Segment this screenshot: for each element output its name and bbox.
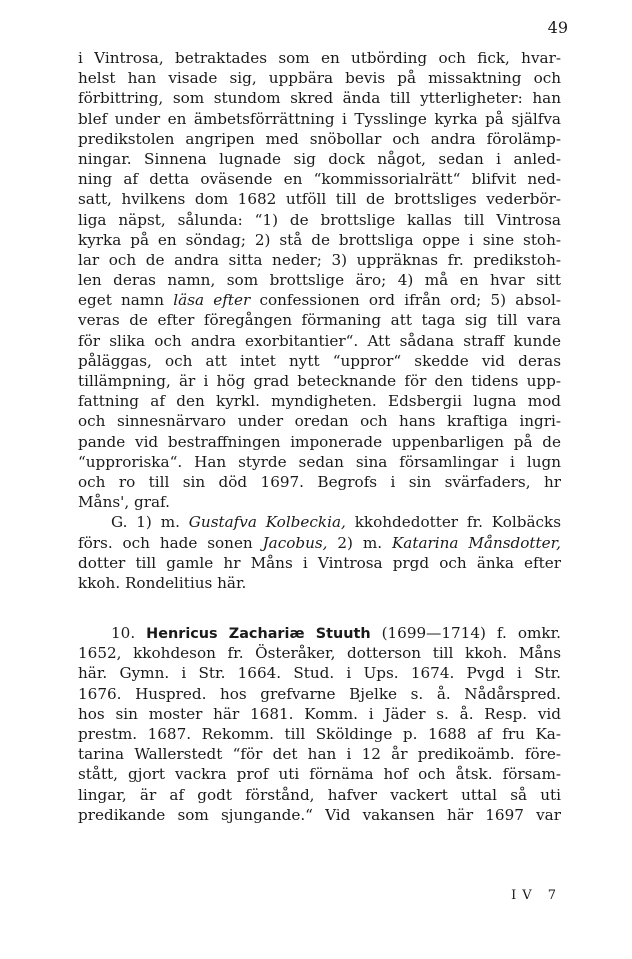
entry-name: Henricus Zachariæ Stuuth	[146, 626, 371, 643]
text-line: 1652, kkohdeson fr. Österåker, dotterson till kkoh. Måns	[78, 644, 561, 663]
marriage-line	[78, 512, 561, 532]
text-line: prestm. 1687. Rekomm. till Sköldinge p. 1688 af fru Ka-	[78, 725, 561, 743]
son-name: Jacobus,	[262, 533, 328, 552]
page-number: 49	[547, 18, 568, 37]
text-line: lar och de andra sitta neder; 3) uppräknas fr. predikstoh-	[78, 250, 561, 269]
marriage-line	[78, 533, 561, 553]
text-line: här. Gymn. i Str. 1664. Stud. i Ups. 1674. Pvgd i Str.	[78, 664, 561, 683]
entry-heading-line	[78, 623, 561, 643]
text-line: och ro till sin död 1697. Begrofs i sin svärfaders, hr	[78, 472, 561, 491]
body-text	[78, 48, 561, 825]
text-segment: förs. och hade sonen	[78, 533, 263, 552]
italic-phrase: läsa efter	[173, 291, 251, 310]
text-line: predikande som sjungande.“ Vid vakansen här 1697 var	[78, 805, 561, 824]
text-line: tarina Wallerstedt “för det han i 12 år predikoämb. före-	[78, 745, 561, 764]
text-line: pande vid bestraffningen imponerade uppenbarligen på de	[78, 432, 561, 451]
entry-number: 10.	[111, 624, 147, 643]
marriage-line: kkoh. Rondelitius här.	[78, 573, 247, 592]
spouse-name: Gustafva Kolbeckia,	[188, 513, 346, 532]
text-line: predikstolen angripen med snöbollar och andra förolämp-	[78, 129, 561, 148]
text-line: och sinnesnärvaro under oredan och hans kraftiga ingri-	[78, 412, 561, 431]
text-line: “upproriska“. Han styrde sedan sina församlingar i lugn	[78, 452, 561, 471]
text-line: veras de efter föregången förmaning att taga sig till vara	[78, 311, 561, 330]
text-line: tillämpning, är i hög grad betecknande för den tidens upp-	[78, 372, 561, 390]
text-segment: kkohdedotter fr. Kolbäcks	[345, 513, 561, 532]
text-line: stått, gjort vackra prof uti förnäma hof och åtsk. försam-	[78, 765, 561, 784]
text-segment: confessionen ord ifrån ord; 5) absol-	[250, 291, 561, 310]
text-line: för slika och andra exorbitantier“. Att sådana straff kunde	[78, 331, 561, 350]
text-line: 1676. Huspred. hos grefvarne Bjelke s. å. Nådårspred.	[78, 684, 561, 703]
text-line: i Vintrosa, betraktades som en utbörding och fick, hvar-	[78, 49, 561, 67]
text-line: ningar. Sinnena lugnade sig dock något, sedan i anled-	[78, 149, 561, 168]
signature-mark: IV 7	[511, 888, 562, 903]
text-line: hos sin moster här 1681. Komm. i Jäder s. å. Resp. vid	[78, 704, 561, 723]
text-line: helst han visade sig, uppbära bevis på missaktning och	[78, 69, 561, 88]
text-line: förbittring, som stundom skred ända till ytterligheter: han	[78, 89, 561, 108]
text-line: ning af detta oväsende en “kommissorialrätt“ blifvit ned-	[78, 170, 561, 189]
text-segment: 2) m.	[327, 533, 392, 552]
text-segment: G. 1) m.	[111, 513, 189, 532]
text-line: satt, hvilkens dom 1682 utföll till de brottsliges vederbör-	[78, 190, 561, 209]
text-line: kyrka på en söndag; 2) stå de brottsliga oppe i sine stoh-	[78, 230, 561, 249]
text-line: liga näpst, sålunda: “1) de brottslige kallas till Vintrosa	[78, 210, 561, 229]
section-gap	[78, 593, 561, 623]
text-segment: (1699—1714) f. omkr.	[370, 624, 561, 643]
spouse-name: Katarina Månsdotter,	[391, 533, 561, 552]
text-line	[78, 290, 561, 310]
text-line: len deras namn, som brottslige äro; 4) må en hvar sitt	[78, 271, 561, 290]
text-line: fattning af den kyrkl. myndigheten. Edsbergii lugna mod	[78, 392, 561, 411]
text-line: blef under en ämbetsförrättning i Tysslinge kyrka på själfva	[78, 109, 561, 128]
text-line: Måns', graf.	[78, 493, 170, 512]
text-line: lingar, är af godt förstånd, hafver vackert uttal så uti	[78, 785, 561, 804]
text-segment: eget namn	[78, 291, 174, 310]
marriage-line: dotter till gamle hr Måns i Vintrosa prgd och änka efter	[78, 553, 561, 572]
text-line: påläggas, och att intet nytt “uppror“ skedde vid deras	[78, 351, 561, 370]
